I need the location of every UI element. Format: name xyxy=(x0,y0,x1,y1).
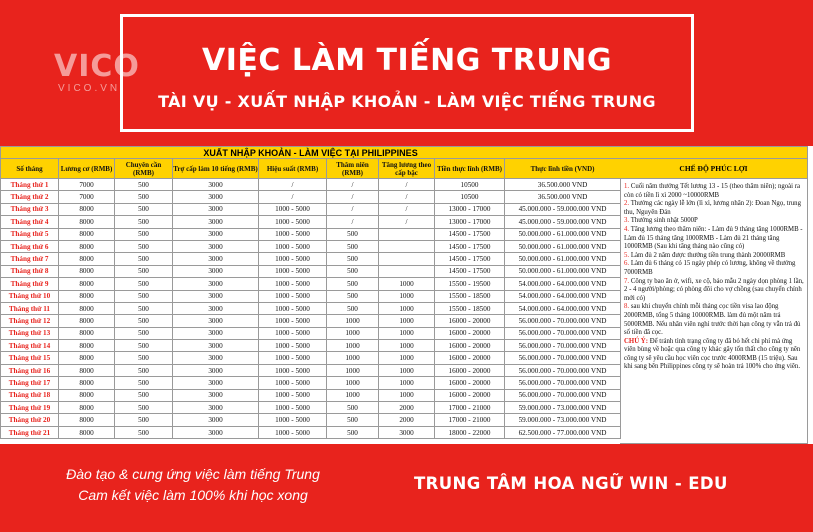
benefit-item xyxy=(624,252,804,261)
table-caption: XUẤT NHẬP KHOẢN - LÀM VIỆC TẠI PHILIPPINES xyxy=(1,147,621,159)
table-cell: 56.000.000 - 70.000.000 VND xyxy=(505,327,621,339)
table-row xyxy=(1,191,621,203)
month-cell: Tháng thứ 1 xyxy=(1,179,59,191)
month-cell: Tháng thứ 15 xyxy=(1,352,59,364)
benefit-number: 6. xyxy=(624,260,630,268)
table-cell: 15500 - 19500 xyxy=(435,278,505,290)
month-cell: Tháng thứ 7 xyxy=(1,253,59,265)
table-cell: 8000 xyxy=(59,203,115,215)
table-cell: 3000 xyxy=(173,414,259,426)
table-cell: 56.000.000 - 70.000.000 VND xyxy=(505,352,621,364)
month-cell: Tháng thứ 9 xyxy=(1,278,59,290)
table-cell: 36.500.000 VND xyxy=(505,179,621,191)
table-cell: 500 xyxy=(115,216,173,228)
table-cell: 16000 - 20000 xyxy=(435,327,505,339)
table-cell: 3000 xyxy=(173,315,259,327)
table-cell: 8000 xyxy=(59,377,115,389)
table-cell: 1000 xyxy=(327,389,379,401)
benefit-text: Làm đủ 6 tháng có 15 ngày phép có lương, không về thưởng 7000RMB xyxy=(624,260,796,276)
salary-table xyxy=(0,146,621,439)
benefit-item xyxy=(624,217,804,226)
benefits-list xyxy=(620,179,807,372)
benefit-caption-fill xyxy=(620,146,808,158)
table-cell: 500 xyxy=(115,253,173,265)
table-cell: 500 xyxy=(115,414,173,426)
table-cell: 1000 xyxy=(327,352,379,364)
month-cell: Tháng thứ 5 xyxy=(1,228,59,240)
page-subtitle: TÀI VỤ - XUẤT NHẬP KHOẢN - LÀM VIỆC TIẾNG TRUNG xyxy=(158,92,656,111)
table-cell: 500 xyxy=(115,315,173,327)
table-cell xyxy=(379,228,435,240)
month-cell: Tháng thứ 19 xyxy=(1,402,59,414)
table-cell: 8000 xyxy=(59,364,115,376)
benefit-item xyxy=(624,260,804,277)
table-cell: 8000 xyxy=(59,265,115,277)
table-cell: 14500 - 17500 xyxy=(435,253,505,265)
table-cell: 1000 xyxy=(327,364,379,376)
table-cell: / xyxy=(327,216,379,228)
table-cell: 14500 - 17500 xyxy=(435,228,505,240)
table-cell: 8000 xyxy=(59,228,115,240)
table-cell: 1000 - 5000 xyxy=(259,315,327,327)
table-cell: 54.000.000 - 64.000.000 VND xyxy=(505,302,621,314)
table-cell: 50.000.000 - 61.000.000 VND xyxy=(505,240,621,252)
month-cell: Tháng thứ 16 xyxy=(1,364,59,376)
table-cell: 8000 xyxy=(59,290,115,302)
benefit-item xyxy=(624,303,804,337)
table-cell: 1000 xyxy=(379,315,435,327)
table-cell: 1000 xyxy=(379,340,435,352)
table-cell: 54.000.000 - 64.000.000 VND xyxy=(505,290,621,302)
table-row xyxy=(1,426,621,438)
table-cell: 500 xyxy=(115,364,173,376)
table-cell: 1000 - 5000 xyxy=(259,278,327,290)
footer-line-1: Đào tạo & cung ứng việc làm tiếng Trung xyxy=(66,466,320,482)
table-cell: 17000 - 21000 xyxy=(435,402,505,414)
column-header: Trợ cấp làm 10 tiếng (RMB) xyxy=(173,159,259,179)
month-cell: Tháng thứ 18 xyxy=(1,389,59,401)
table-cell: 500 xyxy=(115,302,173,314)
table-cell: 500 xyxy=(327,228,379,240)
table-row xyxy=(1,290,621,302)
month-cell: Tháng thứ 21 xyxy=(1,426,59,438)
table-cell: 16000 - 20000 xyxy=(435,389,505,401)
month-cell: Tháng thứ 13 xyxy=(1,327,59,339)
month-cell: Tháng thứ 14 xyxy=(1,340,59,352)
table-cell: 56.000.000 - 70.000.000 VND xyxy=(505,389,621,401)
table-cell: 1000 xyxy=(379,377,435,389)
benefit-item xyxy=(624,226,804,252)
table-cell: 3000 xyxy=(173,191,259,203)
table-cell: 500 xyxy=(115,191,173,203)
table-cell: 16000 - 20000 xyxy=(435,364,505,376)
table-row xyxy=(1,327,621,339)
benefit-number: 1. xyxy=(624,183,630,190)
table-row xyxy=(1,228,621,240)
table-cell: 1000 - 5000 xyxy=(259,426,327,438)
table-cell: 56.000.000 - 70.000.000 VND xyxy=(505,364,621,376)
table-cell: 1000 - 5000 xyxy=(259,327,327,339)
benefit-number: CHÚ Ý: xyxy=(624,337,648,345)
footer-line-2: Cam kết việc làm 100% khi học xong xyxy=(78,487,308,503)
table-cell: 3000 xyxy=(173,228,259,240)
table-cell: 54.000.000 - 64.000.000 VND xyxy=(505,278,621,290)
benefit-item xyxy=(624,200,804,217)
table-row xyxy=(1,364,621,376)
benefit-text: Làm đủ 2 năm được thưởng tiền trung thành 20000RMB xyxy=(630,251,786,259)
salary-table-wrap xyxy=(0,146,620,439)
table-cell: 3000 xyxy=(173,179,259,191)
table-cell: 3000 xyxy=(173,253,259,265)
table-cell: 500 xyxy=(327,290,379,302)
table-caption-row xyxy=(1,147,621,159)
table-cell xyxy=(379,240,435,252)
table-cell: 500 xyxy=(115,389,173,401)
table-cell: / xyxy=(327,179,379,191)
table-cell: / xyxy=(379,179,435,191)
table-cell: 10500 xyxy=(435,191,505,203)
table-row xyxy=(1,203,621,215)
table-cell: 16000 - 20000 xyxy=(435,377,505,389)
benefit-number: 3. xyxy=(624,217,630,225)
table-cell: 3000 xyxy=(173,340,259,352)
table-row xyxy=(1,302,621,314)
table-cell: 1000 xyxy=(327,315,379,327)
table-cell: 50.000.000 - 61.000.000 VND xyxy=(505,253,621,265)
table-cell: 8000 xyxy=(59,352,115,364)
table-row xyxy=(1,179,621,191)
table-row xyxy=(1,402,621,414)
benefit-text: Tăng lương theo thâm niên: - Làm đủ 9 tháng tăng 1000RMB - Làm đủ 15 tháng tăng 1000RMB - Làm đủ 21 tháng tăng 1000RMB (Sau khi tăng tháng nào cũng có) xyxy=(624,225,803,251)
table-row xyxy=(1,352,621,364)
benefit-number: 7. xyxy=(624,277,630,285)
table-cell: 500 xyxy=(115,426,173,438)
table-cell: 1000 xyxy=(327,340,379,352)
table-cell: 500 xyxy=(115,203,173,215)
table-cell: 8000 xyxy=(59,315,115,327)
table-cell: 500 xyxy=(115,290,173,302)
benefit-text: Công ty bao ăn ở, wifi, xe cộ, bảo mẫu 2 ngày dọn phòng 1 lần, 2 - 4 người/phòng; có phòng đôi cho vợ chồng (sau chuyển chính mới có) xyxy=(624,277,804,302)
table-cell: 50.000.000 - 61.000.000 VND xyxy=(505,228,621,240)
table-cell: 1000 - 5000 xyxy=(259,377,327,389)
table-cell: 500 xyxy=(115,240,173,252)
table-cell: 3000 xyxy=(173,364,259,376)
benefit-text: Để tránh tình trạng công ty đã bỏ hết chi phí mà ứng viên bùng về hoặc qua công ty khác gây tổn thất cho công ty nên công ty sẽ yêu cầu học viên cọc trước 4000RMB (15 triệu). Sau khi sang bên Philippines công ty sẽ hoàn trả 100% cho ứng viên. xyxy=(624,337,801,371)
table-row xyxy=(1,414,621,426)
table-cell: 36.500.000 VND xyxy=(505,191,621,203)
column-header: Thâm niên (RMB) xyxy=(327,159,379,179)
table-row xyxy=(1,216,621,228)
table-cell: 500 xyxy=(327,253,379,265)
month-cell: Tháng thứ 6 xyxy=(1,240,59,252)
table-cell: 500 xyxy=(115,265,173,277)
benefit-number: 4. xyxy=(624,225,630,233)
column-header: Số tháng xyxy=(1,159,59,179)
table-cell: 3000 xyxy=(173,327,259,339)
month-cell: Tháng thứ 3 xyxy=(1,203,59,215)
benefit-text: Thưởng các ngày lễ lớn (lì xì, lương nhân 2): Đoan Ngọ, trung thu, Nguyên Đán xyxy=(624,200,801,216)
table-cell: 8000 xyxy=(59,278,115,290)
table-cell: 7000 xyxy=(59,191,115,203)
benefit-item xyxy=(624,338,804,372)
table-cell: 1000 xyxy=(379,278,435,290)
table-cell: 56.000.000 - 70.000.000 VND xyxy=(505,315,621,327)
table-cell: 1000 - 5000 xyxy=(259,302,327,314)
table-row xyxy=(1,377,621,389)
table-cell: 1000 - 5000 xyxy=(259,265,327,277)
table-cell: 1000 - 5000 xyxy=(259,402,327,414)
table-cell: 3000 xyxy=(173,278,259,290)
month-cell: Tháng thứ 10 xyxy=(1,290,59,302)
table-row xyxy=(1,315,621,327)
table-cell: 3000 xyxy=(173,216,259,228)
table-cell: 7000 xyxy=(59,179,115,191)
table-cell: 3000 xyxy=(173,290,259,302)
table-cell: / xyxy=(327,203,379,215)
table-cell: 1000 - 5000 xyxy=(259,352,327,364)
table-cell: 500 xyxy=(115,402,173,414)
table-cell: 15500 - 18500 xyxy=(435,290,505,302)
table-cell: 45.000.000 - 59.000.000 VND xyxy=(505,216,621,228)
month-cell: Tháng thứ 4 xyxy=(1,216,59,228)
table-cell: 500 xyxy=(327,402,379,414)
table-cell: 1000 xyxy=(379,290,435,302)
table-cell: 3000 xyxy=(173,240,259,252)
table-cell: 17000 - 21000 xyxy=(435,414,505,426)
table-cell: 8000 xyxy=(59,327,115,339)
table-cell: 1000 xyxy=(379,352,435,364)
benefit-text: Thưởng sinh nhật 5000P xyxy=(630,217,698,225)
table-cell: 10500 xyxy=(435,179,505,191)
table-cell: 3000 xyxy=(173,265,259,277)
table-cell xyxy=(379,265,435,277)
table-cell: 8000 xyxy=(59,253,115,265)
benefits-header: CHẾ ĐỘ PHÚC LỢI xyxy=(620,159,807,179)
table-cell: 1000 xyxy=(327,377,379,389)
table-cell: 500 xyxy=(115,228,173,240)
table-cell: / xyxy=(259,191,327,203)
benefit-item xyxy=(624,278,804,304)
table-cell: 1000 - 5000 xyxy=(259,340,327,352)
table-cell: 14500 - 17500 xyxy=(435,240,505,252)
table-row xyxy=(1,253,621,265)
table-cell: 500 xyxy=(115,377,173,389)
title-banner xyxy=(120,14,694,132)
benefit-number: 8. xyxy=(624,303,630,311)
table-cell: 1000 - 5000 xyxy=(259,364,327,376)
table-cell: 45.000.000 - 59.000.000 VND xyxy=(505,203,621,215)
logo-wordmark: VICO xyxy=(54,49,140,84)
table-cell: 8000 xyxy=(59,414,115,426)
table-cell: 16000 - 20000 xyxy=(435,352,505,364)
table-cell: 1000 xyxy=(379,389,435,401)
table-cell: 8000 xyxy=(59,340,115,352)
month-cell: Tháng thứ 17 xyxy=(1,377,59,389)
footer-tagline xyxy=(28,464,358,506)
logo-url: VICO.VN xyxy=(58,83,121,94)
table-cell: 1000 xyxy=(327,327,379,339)
table-cell: 8000 xyxy=(59,216,115,228)
table-cell: 500 xyxy=(327,265,379,277)
table-cell: 3000 xyxy=(173,402,259,414)
table-cell: 3000 xyxy=(173,426,259,438)
table-cell: 1000 - 5000 xyxy=(259,389,327,401)
table-cell: 500 xyxy=(115,340,173,352)
table-cell xyxy=(379,253,435,265)
table-cell: 500 xyxy=(327,302,379,314)
table-cell: / xyxy=(379,203,435,215)
table-cell: 1000 - 5000 xyxy=(259,290,327,302)
table-cell: 1000 xyxy=(379,327,435,339)
table-row xyxy=(1,265,621,277)
table-cell: 3000 xyxy=(173,352,259,364)
table-cell: 8000 xyxy=(59,240,115,252)
column-header: Tăng lương theo cấp bậc xyxy=(379,159,435,179)
table-cell: 3000 xyxy=(173,377,259,389)
column-header: Lương cơ (RMB) xyxy=(59,159,115,179)
table-cell: 18000 - 22000 xyxy=(435,426,505,438)
table-cell: 3000 xyxy=(173,302,259,314)
salary-sheet xyxy=(0,146,813,444)
table-cell: 500 xyxy=(327,278,379,290)
benefit-text: Cuối năm thưởng Tết lương 13 - 15 (theo thâm niên); ngoài ra còn có tiền lì xì 2000 ~10000RMB xyxy=(624,183,801,199)
benefit-text: sau khi chuyển chính mỗi tháng cọc tiền visa lao động 2000RMB, tổng 5 tháng 10000RMB. làm đủ một năm trả 5000RMB. Nếu nhân viên nghỉ trước thời hạn công ty vẫn trả đủ số tiền đã cọc. xyxy=(624,303,801,337)
table-cell: 56.000.000 - 70.000.000 VND xyxy=(505,340,621,352)
table-cell: 8000 xyxy=(59,389,115,401)
table-cell: 1000 - 5000 xyxy=(259,253,327,265)
table-cell: 500 xyxy=(327,414,379,426)
table-cell: 16000 - 20000 xyxy=(435,315,505,327)
table-cell: 16000 - 20000 xyxy=(435,340,505,352)
table-header-row xyxy=(1,159,621,179)
benefit-number: 2. xyxy=(624,200,630,208)
month-cell: Tháng thứ 20 xyxy=(1,414,59,426)
page-title: VIỆC LÀM TIẾNG TRUNG xyxy=(202,43,612,78)
table-cell: 13000 - 17000 xyxy=(435,203,505,215)
table-cell: 15500 - 18500 xyxy=(435,302,505,314)
table-cell: / xyxy=(379,191,435,203)
table-cell: 1000 - 5000 xyxy=(259,203,327,215)
table-cell: 50.000.000 - 61.000.000 VND xyxy=(505,265,621,277)
table-cell: 2000 xyxy=(379,414,435,426)
table-cell: 62.500.000 - 77.000.000 VND xyxy=(505,426,621,438)
table-row xyxy=(1,389,621,401)
month-cell: Tháng thứ 11 xyxy=(1,302,59,314)
table-cell: 500 xyxy=(115,179,173,191)
benefit-item xyxy=(624,183,804,200)
month-cell: Tháng thứ 2 xyxy=(1,191,59,203)
table-cell: / xyxy=(379,216,435,228)
table-cell: 59.000.000 - 73.000.000 VND xyxy=(505,402,621,414)
table-cell: 500 xyxy=(327,240,379,252)
table-cell: 1000 - 5000 xyxy=(259,228,327,240)
table-cell: / xyxy=(327,191,379,203)
table-row xyxy=(1,278,621,290)
table-row xyxy=(1,340,621,352)
table-cell: 8000 xyxy=(59,402,115,414)
table-cell: 1000 xyxy=(379,364,435,376)
table-cell: 500 xyxy=(327,426,379,438)
table-cell: 500 xyxy=(115,278,173,290)
month-cell: Tháng thứ 12 xyxy=(1,315,59,327)
table-cell: 14500 - 17500 xyxy=(435,265,505,277)
benefits-panel xyxy=(620,158,808,444)
table-cell: 3000 xyxy=(379,426,435,438)
table-cell: 8000 xyxy=(59,426,115,438)
column-header: Tiền thực lĩnh (RMB) xyxy=(435,159,505,179)
table-cell: 1000 - 5000 xyxy=(259,240,327,252)
benefit-number: 5. xyxy=(624,251,630,259)
table-cell: 3000 xyxy=(173,389,259,401)
table-cell: 500 xyxy=(115,327,173,339)
column-header: Thực lĩnh tiền (VND) xyxy=(505,159,621,179)
table-cell: 1000 - 5000 xyxy=(259,414,327,426)
table-cell: 2000 xyxy=(379,402,435,414)
footer-brand: TRUNG TÂM HOA NGỮ WIN - EDU xyxy=(414,474,728,493)
table-cell: 56.000.000 - 70.000.000 VND xyxy=(505,377,621,389)
table-cell: 3000 xyxy=(173,203,259,215)
month-cell: Tháng thứ 8 xyxy=(1,265,59,277)
column-header: Chuyên cần (RMB) xyxy=(115,159,173,179)
table-cell: 1000 xyxy=(379,302,435,314)
table-cell: 59.000.000 - 73.000.000 VND xyxy=(505,414,621,426)
table-row xyxy=(1,240,621,252)
table-cell: 1000 - 5000 xyxy=(259,216,327,228)
table-cell: 500 xyxy=(115,352,173,364)
table-cell: / xyxy=(259,179,327,191)
table-cell: 8000 xyxy=(59,302,115,314)
column-header: Hiệu suất (RMB) xyxy=(259,159,327,179)
table-cell: 13000 - 17000 xyxy=(435,216,505,228)
